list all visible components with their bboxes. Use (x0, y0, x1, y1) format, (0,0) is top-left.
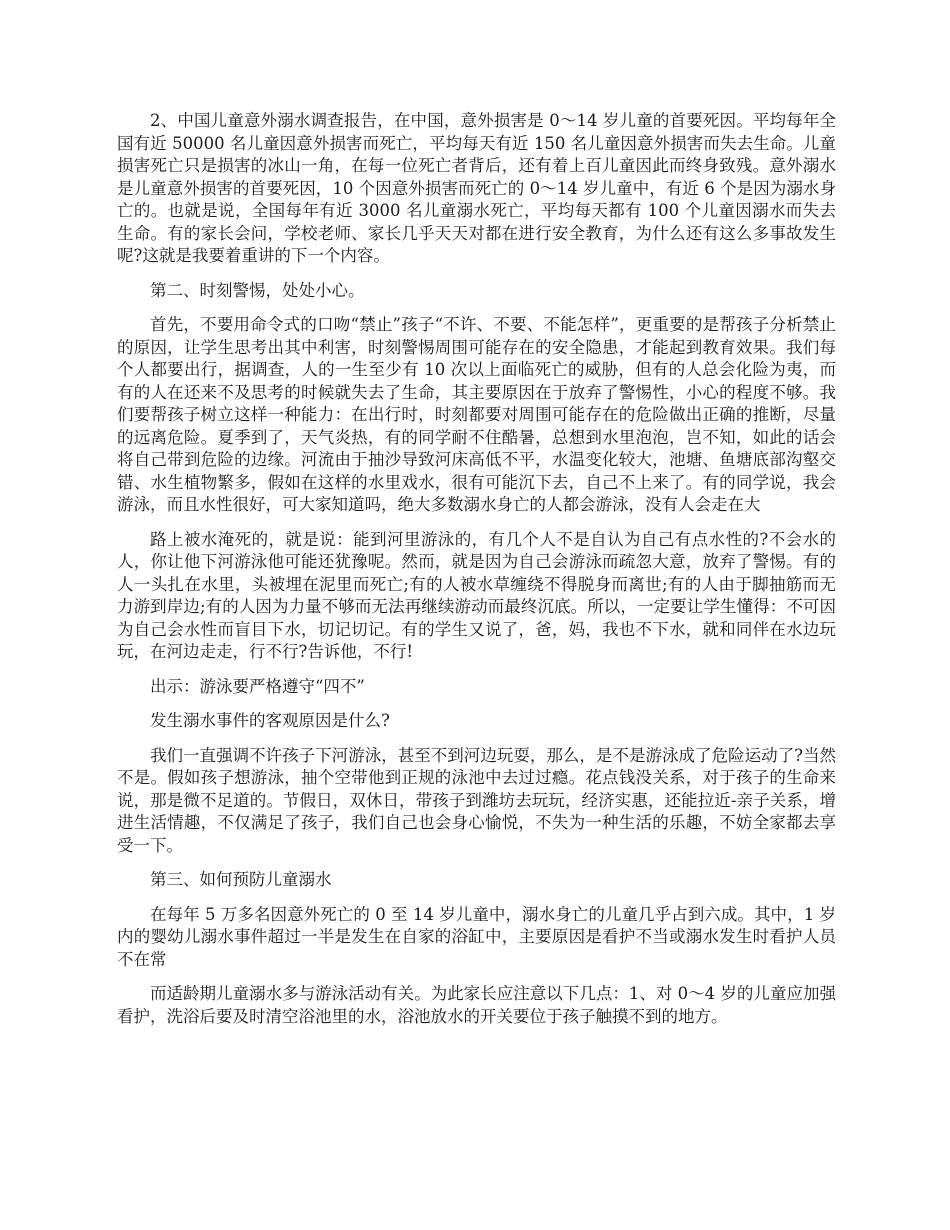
heading-section-two: 第二、时刻警惕，处处小心。 (150, 280, 365, 300)
paragraph-four-rules: 出示：游泳要严格遵守“四不” (150, 676, 365, 696)
paragraph-vigilance: 首先，不要用命令式的口吻“禁止”孩子“不许、不要、不能怎样”，更重要的是帮孩子分析禁止的原因，让学生思考出其中利害，时刻警惕周围可能存在的安全隐患，才能起到教育效果。我们每个人都要出行，据调查，人的一生至少有 10 次以上面临死亡的威胁，但有的人总会化险为夷，而有的人在还来不及思考的时候就失去了生命，其主要原因在于放弃了警惕性，小心的程度不够。我们要帮孩子树立这样一种能力：在出行时，时刻都要对周围可能存在的危险做出正确的推断，尽量的远离危险。夏季到了，天气炎热，有的同学耐不住酷暑，总想到水里泡泡，岂不知，如此的话会将自己带到危险的边缘。河流由于抽沙导致河床高低不平，水温变化较大，池塘、鱼塘底部沟壑交错、水生植物繁多，假如在这样的水里戏水，很有可能沉下去，自己不上来了。有的同学说，我会游泳，而且水性很好，可大家知道吗，绝大多数溺水身亡的人都会游泳，没有人会走在大 (117, 315, 836, 514)
paragraph-statistics: 在每年 5 万多名因意外死亡的 0 至 14 岁儿童中，溺水身亡的儿童几乎占到六成。其中，1 岁内的婴幼儿溺水事件超过一半是发生在自家的浴缸中，主要原因是看护不当或溺水发生时看护人员不在常 (117, 904, 836, 969)
paragraph-safe-swimming: 我们一直强调不许孩子下河游泳，甚至不到河边玩耍，那么，是不是游泳成了危险运动了?当然不是。假如孩子想游泳，抽个空带他到正规的泳池中去过过瘾。花点钱没关系，对于孩子的生命来说，那是微不足道的。节假日，双休日，带孩子到潍坊去玩玩，经济实惠，还能拉近-亲子关系，增进生活情趣，不仅满足了孩子，我们自己也会身心愉悦，不失为一种生活的乐趣，不妨全家都去享受一下。 (117, 745, 836, 855)
paragraph-parent-advice: 而适龄期儿童溺水多与游泳活动有关。为此家长应注意以下几点：1、对 0～4 岁的儿童应加强看护，洗浴后要及时清空浴池里的水，浴池放水的开关要位于孩子触摸不到的地方。 (117, 984, 836, 1026)
paragraph-objective-causes: 发生溺水事件的客观原因是什么? (150, 711, 390, 730)
paragraph-drowning-report: 2、中国儿童意外溺水调查报告，在中国，意外损害是 0～14 岁儿童的首要死因。平均每年全国有近 50000 名儿童因意外损害而死亡，平均每天有近 150 名儿童因意外损害而失去生命。儿童损害死亡只是损害的冰山一角，在每一位死亡者背后，还有着上百儿童因此而终身致残。意外溺水是儿童意外损害的首要死因，10 个因意外损害而死亡的 0～14 岁儿童中，有近 6 个是因为溺水身亡的。也就是说，全国每年有近 3000 名儿童溺水死亡，平均每天都有 100 个儿童因溺水而失去生命。有的家长会问，学校老师、家长几乎天天对都在进行安全教育，为什么还有这么多事故发生呢?这就是我要着重讲的下一个内容。 (117, 111, 836, 265)
paragraph-swimming-risk: 路上被水淹死的，就是说：能到河里游泳的，有几个人不是自认为自己有点水性的?不会水的人，你让他下河游泳他可能还犹豫呢。然而，就是因为自己会游泳而疏忽大意，放弃了警惕。有的人一头扎在水里，头被埋在泥里而死亡;有的人被水草缠绕不得脱身而离世;有的人由于脚抽筋而无力游到岸边;有的人因为力量不够而无法再继续游动而最终沉底。所以，一定要让学生懂得：不可因为自己会水性而盲目下水，切记切记。有的学生又说了，爸，妈，我也不下水，就和同伴在水边玩玩，在河边走走，行不行?告诉他，不行! (117, 529, 836, 661)
heading-section-three: 第三、如何预防儿童溺水 (150, 870, 332, 889)
